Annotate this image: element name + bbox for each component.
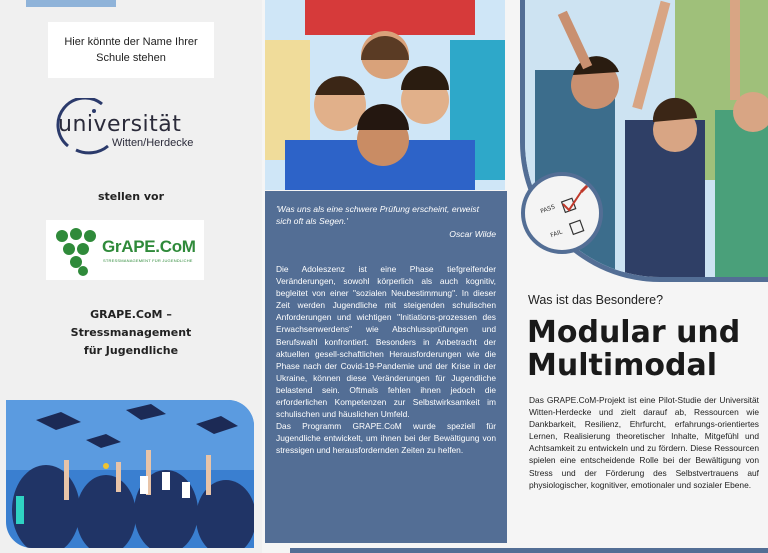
exam-checklist-image <box>521 172 603 254</box>
project-paragraph: Das GRAPE.CoM-Projekt ist eine Pilot-Studie der Universität Witten-Herdecke und zielt darauf ab, Ressourcen wie Dankbarkeit, Resilienz, Ehrfurcht, erfahrungs-orientiertes Lernen, Realisierung theoretischer Inhalte, Mitgefühl und Achtsamkeit zu entwickeln und zu fördern. Diese Ressourcen spielen eine entscheidende Rolle bei der Bewältigung von Stress und der Förderung des Selbstvertrauens auf physiologischer, kognitiver, emotionaler und sozialer Ebene. <box>529 395 759 490</box>
grape-logo-subtitle: STRESSMANAGEMENT FÜR JUGENDLICHE <box>103 258 193 263</box>
school-name-box <box>48 22 214 78</box>
quote: 'Was uns als eine schwere Prüfung erscheint, erweist sich oft als Segen.' <box>276 204 480 226</box>
fail-label: FAIL <box>549 228 564 240</box>
quote-author: Oscar Wilde <box>449 229 496 239</box>
school-name: Hier könnte der Name Ihrer Schule stehen <box>64 36 198 64</box>
grape-logo-box <box>46 220 204 280</box>
present-label: stellen vor <box>97 190 165 203</box>
intro-text-box <box>265 191 507 543</box>
intro-paragraph-1: Die Adoleszenz ist eine Phase tiefgreifender Veränderungen, sowohl körperlich als auch kognitiv, begleitet von einer "sozialen Neubestimmung". In dieser Zeit werden Jugendliche mit steigenden schulischen Anforderungen und wichtigen "Initiations-prozessen des Erwachsenwerdens" wie Abschlussprüfungen und Berufswahl konfrontiert. Besonders in Anbetracht der aktuellen gesell-schaftlichen Herausforderungen wie die Phase nach der Covid-19-Pandemie und der Krise in der Ukraine, können diese Veränderungen für Jugendliche belastend sein. Oftmals fehlen ihnen jedoch die erforderlichen Kompetenzen zur Selbstwirksamkeit im schulischen und häuslichen Umfeld. <box>276 264 496 420</box>
main-heading: Modular und Multimodal <box>527 315 741 383</box>
top-accent-bar <box>26 0 116 7</box>
university-subtitle: Witten/Herdecke <box>112 137 194 149</box>
graduation-photo <box>6 400 254 548</box>
grape-icon <box>52 224 102 280</box>
bottom-accent-bar <box>290 548 768 553</box>
program-description: GRAPE.CoM – Stressmanagement für Jugendliche <box>70 308 192 357</box>
university-name: universität <box>58 112 182 137</box>
grape-logo-title: GrAPE.CoM <box>102 237 196 256</box>
pass-label: PASS <box>539 203 556 216</box>
teenagers-photo <box>265 0 505 190</box>
special-question: Was ist das Besondere? <box>528 293 664 307</box>
intro-paragraph-2: Das Programm GRAPE.CoM wurde speziell für Jugendliche entwickelt, um ihnen bei der Bewältigung von stressigen und herausfordernden Zeiten zu helfen. <box>276 421 496 456</box>
